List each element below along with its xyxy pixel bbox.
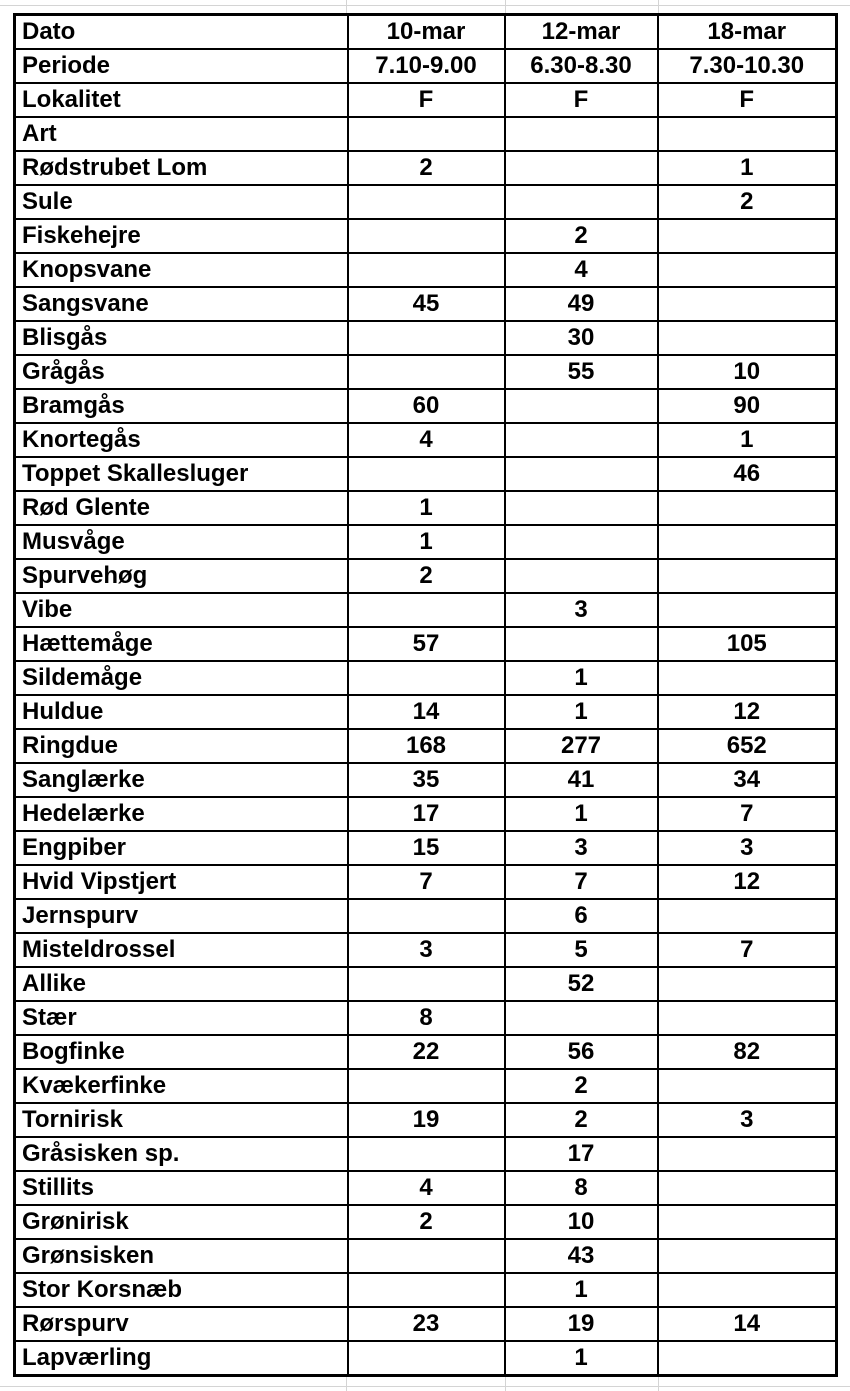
cell-period-3[interactable]: 7.30-10.30 <box>658 49 837 83</box>
count-cell[interactable]: 17 <box>505 1137 658 1171</box>
species-name-cell[interactable]: Bogfinke <box>15 1035 348 1069</box>
count-cell[interactable] <box>348 457 505 491</box>
species-name-cell[interactable]: Ringdue <box>15 729 348 763</box>
species-name-cell[interactable]: Grønsisken <box>15 1239 348 1273</box>
cell-locality-1[interactable]: F <box>348 83 505 117</box>
count-cell[interactable] <box>505 627 658 661</box>
cell-locality-3[interactable]: F <box>658 83 837 117</box>
species-name-cell[interactable]: Gråsisken sp. <box>15 1137 348 1171</box>
header-row-dato <box>15 15 837 50</box>
table-row <box>15 559 837 593</box>
species-name-cell[interactable]: Tornirisk <box>15 1103 348 1137</box>
table-row <box>15 1137 837 1171</box>
cell-art-2[interactable] <box>505 117 658 151</box>
count-cell[interactable]: 19 <box>505 1307 658 1341</box>
count-cell[interactable]: 35 <box>348 763 505 797</box>
species-name-cell[interactable]: Rørspurv <box>15 1307 348 1341</box>
count-cell[interactable] <box>348 253 505 287</box>
table-row <box>15 695 837 729</box>
count-cell[interactable] <box>658 593 837 627</box>
count-cell[interactable]: 7 <box>348 865 505 899</box>
count-cell[interactable]: 5 <box>505 933 658 967</box>
count-cell[interactable]: 1 <box>505 1341 658 1376</box>
count-cell[interactable]: 7 <box>658 933 837 967</box>
count-cell[interactable]: 41 <box>505 763 658 797</box>
count-cell[interactable] <box>348 219 505 253</box>
count-cell[interactable]: 3 <box>505 593 658 627</box>
species-name-cell[interactable]: Spurvehøg <box>15 559 348 593</box>
grid-line <box>0 1386 850 1387</box>
count-cell[interactable]: 30 <box>505 321 658 355</box>
table-row <box>15 763 837 797</box>
count-cell[interactable]: 1 <box>505 695 658 729</box>
species-name-cell[interactable]: Hedelærke <box>15 797 348 831</box>
species-name-cell[interactable]: Rødstrubet Lom <box>15 151 348 185</box>
count-cell[interactable]: 46 <box>658 457 837 491</box>
species-name-cell[interactable]: Engpiber <box>15 831 348 865</box>
count-cell[interactable] <box>348 1137 505 1171</box>
count-cell[interactable]: 3 <box>348 933 505 967</box>
species-name-cell[interactable]: Blisgås <box>15 321 348 355</box>
count-cell[interactable]: 56 <box>505 1035 658 1069</box>
header-row-lokalitet <box>15 83 837 117</box>
count-cell[interactable]: 3 <box>505 831 658 865</box>
species-name-cell[interactable]: Sangsvane <box>15 287 348 321</box>
count-cell[interactable] <box>505 525 658 559</box>
table-row <box>15 1103 837 1137</box>
count-cell[interactable]: 7 <box>658 797 837 831</box>
cell-lokalitet-label[interactable]: Lokalitet <box>15 83 348 117</box>
count-cell[interactable]: 2 <box>348 559 505 593</box>
table-row <box>15 457 837 491</box>
cell-date-1[interactable]: 10-mar <box>348 15 505 50</box>
species-name-cell[interactable]: Fiskehejre <box>15 219 348 253</box>
count-cell[interactable] <box>505 423 658 457</box>
table-row <box>15 1205 837 1239</box>
count-cell[interactable] <box>658 899 837 933</box>
count-cell[interactable]: 6 <box>505 899 658 933</box>
count-cell[interactable] <box>505 151 658 185</box>
count-cell[interactable] <box>658 287 837 321</box>
count-cell[interactable] <box>658 1137 837 1171</box>
count-cell[interactable] <box>348 185 505 219</box>
species-name-cell[interactable]: Jernspurv <box>15 899 348 933</box>
count-cell[interactable] <box>658 1171 837 1205</box>
species-name-cell[interactable]: Stor Korsnæb <box>15 1273 348 1307</box>
cell-art-1[interactable] <box>348 117 505 151</box>
count-cell[interactable]: 60 <box>348 389 505 423</box>
species-name-cell[interactable]: Grågås <box>15 355 348 389</box>
count-cell[interactable]: 2 <box>348 151 505 185</box>
count-cell[interactable]: 8 <box>348 1001 505 1035</box>
count-cell[interactable]: 4 <box>505 253 658 287</box>
count-cell[interactable]: 1 <box>348 525 505 559</box>
count-cell[interactable]: 8 <box>505 1171 658 1205</box>
count-cell[interactable]: 14 <box>658 1307 837 1341</box>
table-row <box>15 287 837 321</box>
cell-period-1[interactable]: 7.10-9.00 <box>348 49 505 83</box>
species-name-cell[interactable]: Hvid Vipstjert <box>15 865 348 899</box>
count-cell[interactable] <box>505 185 658 219</box>
count-cell[interactable] <box>658 1341 837 1376</box>
count-cell[interactable]: 1 <box>348 491 505 525</box>
count-cell[interactable] <box>658 491 837 525</box>
table-row <box>15 933 837 967</box>
count-cell[interactable] <box>658 1069 837 1103</box>
table-row <box>15 1171 837 1205</box>
count-cell[interactable]: 15 <box>348 831 505 865</box>
species-name-cell[interactable]: Knopsvane <box>15 253 348 287</box>
count-cell[interactable]: 1 <box>658 151 837 185</box>
count-cell[interactable]: 90 <box>658 389 837 423</box>
table-row <box>15 423 837 457</box>
table-row <box>15 1239 837 1273</box>
count-cell[interactable]: 2 <box>505 1103 658 1137</box>
species-name-cell[interactable]: Toppet Skallesluger <box>15 457 348 491</box>
count-cell[interactable]: 12 <box>658 865 837 899</box>
table-row <box>15 661 837 695</box>
count-cell[interactable] <box>658 1001 837 1035</box>
table-row <box>15 1069 837 1103</box>
species-name-cell[interactable]: Sule <box>15 185 348 219</box>
species-name-cell[interactable]: Stillits <box>15 1171 348 1205</box>
table-row <box>15 899 837 933</box>
count-cell[interactable]: 49 <box>505 287 658 321</box>
count-cell[interactable]: 3 <box>658 831 837 865</box>
count-cell[interactable] <box>348 321 505 355</box>
table-row <box>15 253 837 287</box>
count-cell[interactable] <box>658 1273 837 1307</box>
table-row <box>15 1307 837 1341</box>
count-cell[interactable] <box>348 899 505 933</box>
cell-periode-label[interactable]: Periode <box>15 49 348 83</box>
count-cell[interactable]: 23 <box>348 1307 505 1341</box>
cell-date-3[interactable]: 18-mar <box>658 15 837 50</box>
species-name-cell[interactable]: Sildemåge <box>15 661 348 695</box>
count-cell[interactable]: 12 <box>658 695 837 729</box>
table-row <box>15 525 837 559</box>
count-cell[interactable] <box>348 967 505 1001</box>
count-cell[interactable] <box>658 1239 837 1273</box>
species-name-cell[interactable]: Hættemåge <box>15 627 348 661</box>
count-cell[interactable] <box>348 593 505 627</box>
count-cell[interactable] <box>658 559 837 593</box>
count-cell[interactable] <box>505 559 658 593</box>
count-cell[interactable] <box>348 661 505 695</box>
cell-art-label[interactable]: Art <box>15 117 348 151</box>
count-cell[interactable]: 2 <box>505 1069 658 1103</box>
count-cell[interactable]: 17 <box>348 797 505 831</box>
count-cell[interactable] <box>658 253 837 287</box>
count-cell[interactable]: 4 <box>348 1171 505 1205</box>
table-row <box>15 627 837 661</box>
species-name-cell[interactable]: Stær <box>15 1001 348 1035</box>
species-name-cell[interactable]: Kvækerfinke <box>15 1069 348 1103</box>
table-row <box>15 491 837 525</box>
cell-dato-label[interactable]: Dato <box>15 15 348 50</box>
count-cell[interactable] <box>658 967 837 1001</box>
count-cell[interactable]: 82 <box>658 1035 837 1069</box>
table-row <box>15 967 837 1001</box>
count-cell[interactable]: 2 <box>348 1205 505 1239</box>
count-cell[interactable]: 1 <box>505 661 658 695</box>
count-cell[interactable]: 4 <box>348 423 505 457</box>
count-cell[interactable] <box>505 1001 658 1035</box>
species-name-cell[interactable]: Musvåge <box>15 525 348 559</box>
species-name-cell[interactable]: Misteldrossel <box>15 933 348 967</box>
species-name-cell[interactable]: Huldue <box>15 695 348 729</box>
table-row <box>15 1035 837 1069</box>
count-cell[interactable]: 105 <box>658 627 837 661</box>
count-cell[interactable]: 55 <box>505 355 658 389</box>
header-row-art <box>15 117 837 151</box>
table-row <box>15 389 837 423</box>
species-name-cell[interactable]: Knortegås <box>15 423 348 457</box>
count-cell[interactable]: 2 <box>658 185 837 219</box>
table-row <box>15 593 837 627</box>
species-name-cell[interactable]: Bramgås <box>15 389 348 423</box>
cell-period-2[interactable]: 6.30-8.30 <box>505 49 658 83</box>
count-cell[interactable]: 7 <box>505 865 658 899</box>
cell-art-3[interactable] <box>658 117 837 151</box>
count-cell[interactable]: 1 <box>658 423 837 457</box>
count-cell[interactable] <box>658 525 837 559</box>
count-cell[interactable]: 1 <box>505 797 658 831</box>
table-row <box>15 797 837 831</box>
species-name-cell[interactable]: Vibe <box>15 593 348 627</box>
count-cell[interactable]: 19 <box>348 1103 505 1137</box>
count-cell[interactable] <box>658 219 837 253</box>
count-cell[interactable]: 652 <box>658 729 837 763</box>
count-cell[interactable]: 10 <box>658 355 837 389</box>
count-cell[interactable]: 2 <box>505 219 658 253</box>
table-row <box>15 321 837 355</box>
count-cell[interactable]: 14 <box>348 695 505 729</box>
table-row <box>15 1273 837 1307</box>
table-row <box>15 355 837 389</box>
count-cell[interactable]: 22 <box>348 1035 505 1069</box>
count-cell[interactable] <box>658 321 837 355</box>
count-cell[interactable]: 10 <box>505 1205 658 1239</box>
count-cell[interactable]: 168 <box>348 729 505 763</box>
count-cell[interactable] <box>348 1273 505 1307</box>
species-name-cell[interactable]: Grønirisk <box>15 1205 348 1239</box>
count-cell[interactable]: 43 <box>505 1239 658 1273</box>
species-name-cell[interactable]: Sanglærke <box>15 763 348 797</box>
count-cell[interactable] <box>658 661 837 695</box>
species-name-cell[interactable]: Lapværling <box>15 1341 348 1376</box>
count-cell[interactable] <box>658 1205 837 1239</box>
count-cell[interactable] <box>505 389 658 423</box>
table-row <box>15 151 837 185</box>
header-row-periode <box>15 49 837 83</box>
count-cell[interactable] <box>348 1069 505 1103</box>
cell-locality-2[interactable]: F <box>505 83 658 117</box>
table-row <box>15 729 837 763</box>
table-row <box>15 1341 837 1376</box>
count-cell[interactable]: 34 <box>658 763 837 797</box>
species-name-cell[interactable]: Rød Glente <box>15 491 348 525</box>
count-cell[interactable] <box>348 1341 505 1376</box>
count-cell[interactable]: 45 <box>348 287 505 321</box>
observation-table <box>13 13 838 1377</box>
table-row <box>15 1001 837 1035</box>
count-cell[interactable]: 277 <box>505 729 658 763</box>
count-cell[interactable] <box>348 1239 505 1273</box>
count-cell[interactable] <box>348 355 505 389</box>
table-row <box>15 831 837 865</box>
count-cell[interactable]: 1 <box>505 1273 658 1307</box>
count-cell[interactable]: 57 <box>348 627 505 661</box>
count-cell[interactable]: 3 <box>658 1103 837 1137</box>
table-row <box>15 219 837 253</box>
grid-line <box>0 5 850 6</box>
table-row <box>15 185 837 219</box>
species-name-cell[interactable]: Allike <box>15 967 348 1001</box>
cell-date-2[interactable]: 12-mar <box>505 15 658 50</box>
table-row <box>15 865 837 899</box>
count-cell[interactable]: 52 <box>505 967 658 1001</box>
count-cell[interactable] <box>505 491 658 525</box>
count-cell[interactable] <box>505 457 658 491</box>
